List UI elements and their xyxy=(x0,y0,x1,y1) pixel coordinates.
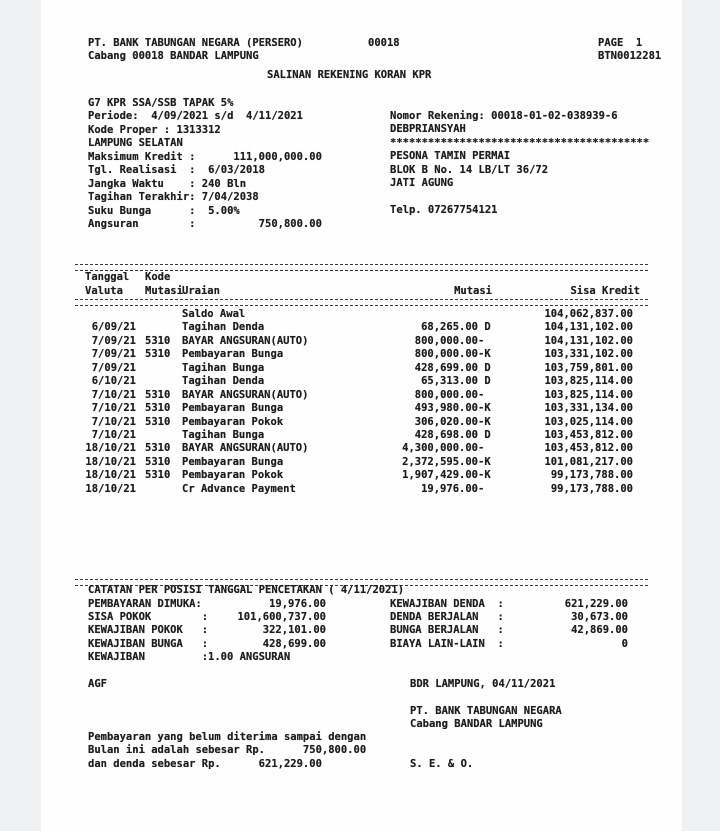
cell-uraian: Cr Advance Payment xyxy=(182,482,296,495)
catatan-row xyxy=(88,624,326,637)
table-row xyxy=(0,483,720,496)
signature-bank-name: PT. BANK TABUNGAN NEGARA xyxy=(410,704,562,717)
cell-mutasi-amount: 428,699.00 xyxy=(414,361,478,374)
signature-branch: Cabang BANDAR LAMPUNG xyxy=(410,717,543,730)
cell-uraian: BAYAR ANGSURAN(AUTO) xyxy=(182,334,309,347)
cell-mutasi-suffix: - xyxy=(478,388,485,401)
cell-sisa-kredit: 103,825,114.00 xyxy=(544,388,633,401)
cell-uraian: Tagihan Bunga xyxy=(182,361,265,374)
cell-kode-mutasi: 5310 xyxy=(145,334,171,347)
cell-sisa-kredit: 104,062,837.00 xyxy=(544,308,633,320)
catatan-value: 621,229.00 xyxy=(564,597,628,610)
table-row xyxy=(0,335,720,348)
cell-valuta-date: 7/10/21 xyxy=(91,415,136,428)
cell-uraian: Pembayaran Bunga xyxy=(182,402,284,415)
outstanding-note-line: Bulan ini adalah sebesar Rp. 750,800.00 xyxy=(88,744,367,757)
cell-mutasi-amount: 306,020.00 xyxy=(414,415,478,428)
cell-kode-mutasi xyxy=(145,375,178,388)
account-info-line: Telp. 07267754121 xyxy=(390,204,498,217)
separator-line-header xyxy=(75,299,648,306)
cell-sisa-kredit: 103,025,114.00 xyxy=(544,415,633,428)
signature-block xyxy=(410,705,562,732)
cell-kode-mutasi xyxy=(145,321,178,334)
cell-mutasi-suffix: - xyxy=(478,442,485,455)
cell-valuta-date: 18/10/21 xyxy=(85,442,136,455)
cell-sisa-kredit: 103,453,812.00 xyxy=(544,442,633,455)
cell-kode-mutasi: 5310 xyxy=(145,455,171,468)
cell-uraian: Pembayaran Pokok xyxy=(182,469,284,482)
catatan-row xyxy=(390,611,628,624)
account-info-line: Nomor Rekening: 00018-01-02-038939-6 xyxy=(390,110,618,122)
catatan-value: 42,869.00 xyxy=(571,624,628,637)
cell-kode-mutasi: 5310 xyxy=(145,442,171,455)
transaction-table xyxy=(0,308,720,496)
table-row xyxy=(0,469,720,482)
catatan-row xyxy=(88,638,326,651)
account-info-block xyxy=(390,110,649,218)
catatan-label: KEWAJIBAN DENDA : xyxy=(390,597,504,610)
table-row xyxy=(0,321,720,334)
catatan-label: DENDA BERJALAN : xyxy=(390,610,504,623)
col-header-kode: Kode xyxy=(145,271,171,283)
cell-valuta-date: 18/10/21 xyxy=(85,469,136,482)
catatan-value: 30,673.00 xyxy=(571,610,628,623)
table-row xyxy=(0,389,720,402)
cell-sisa-kredit: 99,173,788.00 xyxy=(550,482,633,495)
cell-sisa-kredit: 101,081,217.00 xyxy=(544,455,633,468)
account-info-line: ***************************************** xyxy=(390,136,650,149)
catatan-value: 19,976.00 xyxy=(269,597,326,610)
account-info-line: PESONA TAMIN PERMAI xyxy=(390,150,511,163)
agf-label: AGF xyxy=(88,677,107,690)
catatan-label: SISA POKOK : xyxy=(88,610,209,623)
catatan-label: KEWAJIBAN BUNGA : xyxy=(88,637,209,650)
outstanding-note-line: dan denda sebesar Rp. 621,229.00 xyxy=(88,757,322,770)
catatan-label: KEWAJIBAN : xyxy=(88,651,209,664)
loan-info-line: G7 KPR SSA/SSB TAPAK 5% xyxy=(88,97,234,109)
cell-mutasi-suffix: D xyxy=(478,375,491,388)
col-header-uraian: Uraian xyxy=(182,284,220,297)
cell-valuta-date: 7/09/21 xyxy=(91,361,136,374)
cell-mutasi-suffix: -K xyxy=(478,455,491,468)
cell-sisa-kredit: 103,825,114.00 xyxy=(544,375,633,388)
account-info-line: DEBPRIANSYAH xyxy=(390,123,466,136)
outstanding-note-line: Pembayaran yang belum diterima sampai dengan xyxy=(88,731,367,743)
table-row xyxy=(0,442,720,455)
cell-mutasi-amount: 2,372,595.00 xyxy=(402,455,478,468)
cell-mutasi-amount: 493,980.00 xyxy=(414,402,478,415)
cell-kode-mutasi xyxy=(145,308,178,321)
account-info-line: JATI AGUNG xyxy=(390,177,454,190)
cell-mutasi-amount: 800,000.00 xyxy=(414,334,478,347)
cell-sisa-kredit: 99,173,788.00 xyxy=(550,469,633,482)
cell-mutasi-amount: 19,976.00 xyxy=(421,482,478,495)
cell-sisa-kredit: 103,331,134.00 xyxy=(544,402,633,415)
catatan-title: CATATAN PER POSISI TANGGAL PENCETAKAN ( 4/11/2021) xyxy=(88,584,405,596)
cell-mutasi-suffix: -K xyxy=(478,469,491,482)
catatan-row xyxy=(88,611,326,624)
cell-valuta-date: 6/10/21 xyxy=(91,375,136,388)
account-info-line xyxy=(390,191,649,204)
loan-info-line: Tgl. Realisasi : 6/03/2018 xyxy=(88,164,266,177)
cell-kode-mutasi: 5310 xyxy=(145,469,171,482)
cell-uraian: BAYAR ANGSURAN(AUTO) xyxy=(182,388,309,401)
col-header-valuta: Valuta xyxy=(85,284,123,297)
table-row xyxy=(0,362,720,375)
loan-info-line: LAMPUNG SELATAN xyxy=(88,137,183,150)
catatan-label: PEMBAYARAN DIMUKA: xyxy=(88,597,202,610)
col-header-mutasi-kode: Mutasi xyxy=(145,284,183,297)
cell-mutasi-suffix: - xyxy=(478,334,485,347)
branch-line: Cabang 00018 BANDAR LAMPUNG xyxy=(88,50,259,63)
table-row xyxy=(0,375,720,388)
catatan-row xyxy=(390,638,628,651)
catatan-row xyxy=(88,598,326,611)
cell-kode-mutasi xyxy=(145,483,178,496)
cell-uraian: Tagihan Bunga xyxy=(182,428,265,441)
cell-mutasi-amount: 800,000.00 xyxy=(414,388,478,401)
header-left-block xyxy=(88,37,303,64)
col-header-mutasi: Mutasi xyxy=(454,284,492,297)
table-row xyxy=(0,416,720,429)
loan-info-block xyxy=(88,97,322,231)
cell-valuta-date: 7/10/21 xyxy=(91,428,136,441)
catatan-value: 1.00 ANGSURAN xyxy=(208,651,291,664)
cell-mutasi-amount: 800,000.00 xyxy=(414,348,478,361)
cell-valuta-date: 7/10/21 xyxy=(91,388,136,401)
branch-code: 00018 xyxy=(368,37,400,49)
cell-kode-mutasi xyxy=(145,429,178,442)
cell-valuta-date: 7/09/21 xyxy=(91,348,136,361)
cell-mutasi-amount: 4,300,000.00 xyxy=(402,442,478,455)
bank-name: PT. BANK TABUNGAN NEGARA (PERSERO) xyxy=(88,37,303,49)
cell-kode-mutasi: 5310 xyxy=(145,348,171,361)
cell-mutasi-amount: 428,698.00 xyxy=(414,428,478,441)
table-row xyxy=(0,456,720,469)
table-row xyxy=(0,348,720,361)
cell-mutasi-amount: 65,313.00 xyxy=(421,375,478,388)
cell-valuta-date: 6/09/21 xyxy=(91,321,136,334)
catatan-label: BIAYA LAIN-LAIN : xyxy=(390,637,504,650)
cell-kode-mutasi: 5310 xyxy=(145,388,171,401)
cell-valuta-date: 18/10/21 xyxy=(85,482,136,495)
cell-mutasi-suffix: D xyxy=(478,428,491,441)
cell-uraian: Pembayaran Bunga xyxy=(182,348,284,361)
catatan-label: BUNGA BERJALAN : xyxy=(390,624,504,637)
cell-uraian: Saldo Awal xyxy=(182,308,246,320)
catatan-value: 101,600,737.00 xyxy=(237,610,326,623)
loan-info-line: Maksimum Kredit : 111,000,000.00 xyxy=(88,150,322,163)
catatan-row xyxy=(88,651,326,664)
loan-info-line: Kode Proper : 1313312 xyxy=(88,123,221,136)
document-code: BTN0012281 xyxy=(598,50,662,63)
loan-info-line: Periode: 4/09/2021 s/d 4/11/2021 xyxy=(88,110,303,123)
cell-mutasi-amount xyxy=(382,308,478,321)
loan-info-line: Tagihan Terakhir: 7/04/2038 xyxy=(88,191,259,204)
cell-mutasi-amount: 68,265.00 xyxy=(421,321,478,334)
place-date: BDR LAMPUNG, 04/11/2021 xyxy=(410,677,556,690)
cell-uraian: Tagihan Denda xyxy=(182,375,265,388)
outstanding-note xyxy=(88,731,366,771)
cell-sisa-kredit: 104,131,102.00 xyxy=(544,321,633,334)
catatan-left-column xyxy=(88,598,326,665)
catatan-label: KEWAJIBAN POKOK : xyxy=(88,624,209,637)
cell-kode-mutasi: 5310 xyxy=(145,415,171,428)
cell-uraian: Pembayaran Bunga xyxy=(182,455,284,468)
account-info-line: BLOK B No. 14 LB/LT 36/72 xyxy=(390,163,549,176)
catatan-value: 428,699.00 xyxy=(262,637,326,650)
cell-mutasi-suffix: -K xyxy=(478,348,491,361)
cell-sisa-kredit: 103,759,801.00 xyxy=(544,361,633,374)
catatan-value: 0 xyxy=(621,637,628,650)
cell-valuta-date: 18/10/21 xyxy=(85,455,136,468)
separator-line-top xyxy=(75,264,648,271)
cell-mutasi-suffix: -K xyxy=(478,415,491,428)
cell-valuta-date: 7/09/21 xyxy=(91,334,136,347)
loan-info-line: Suku Bunga : 5.00% xyxy=(88,204,240,217)
cell-uraian: BAYAR ANGSURAN(AUTO) xyxy=(182,442,309,455)
cell-mutasi-suffix: -K xyxy=(478,402,491,415)
cell-kode-mutasi: 5310 xyxy=(145,402,171,415)
cell-kode-mutasi xyxy=(145,362,178,375)
loan-info-line: Angsuran : 750,800.00 xyxy=(88,217,322,230)
cell-mutasi-suffix: D xyxy=(478,321,491,334)
cell-valuta-date: 7/10/21 xyxy=(91,402,136,415)
table-row xyxy=(0,402,720,415)
col-header-sisa-kredit: Sisa Kredit xyxy=(570,284,640,297)
cell-uraian: Tagihan Denda xyxy=(182,321,265,334)
cell-mutasi-suffix: D xyxy=(478,361,491,374)
cell-uraian: Pembayaran Pokok xyxy=(182,415,284,428)
catatan-row xyxy=(390,598,628,611)
cell-sisa-kredit: 104,131,102.00 xyxy=(544,334,633,347)
document-title: SALINAN REKENING KORAN KPR xyxy=(267,69,432,81)
cell-mutasi-suffix: - xyxy=(478,482,485,495)
seo-label: S. E. & O. xyxy=(410,758,474,770)
catatan-right-column xyxy=(390,598,628,652)
loan-info-line: Jangka Waktu : 240 Bln xyxy=(88,177,247,190)
cell-valuta-date xyxy=(80,308,136,321)
table-row xyxy=(0,429,720,442)
cell-sisa-kredit: 103,331,102.00 xyxy=(544,348,633,361)
col-header-tanggal: Tanggal xyxy=(85,271,130,283)
page-number: PAGE 1 xyxy=(598,37,643,49)
catatan-row xyxy=(390,624,628,637)
cell-mutasi-suffix xyxy=(478,308,498,321)
table-row xyxy=(0,308,720,321)
header-right-block xyxy=(598,37,661,64)
cell-mutasi-amount: 1,907,429.00 xyxy=(402,469,478,482)
catatan-value: 322,101.00 xyxy=(262,624,326,637)
cell-sisa-kredit: 103,453,812.00 xyxy=(544,428,633,441)
